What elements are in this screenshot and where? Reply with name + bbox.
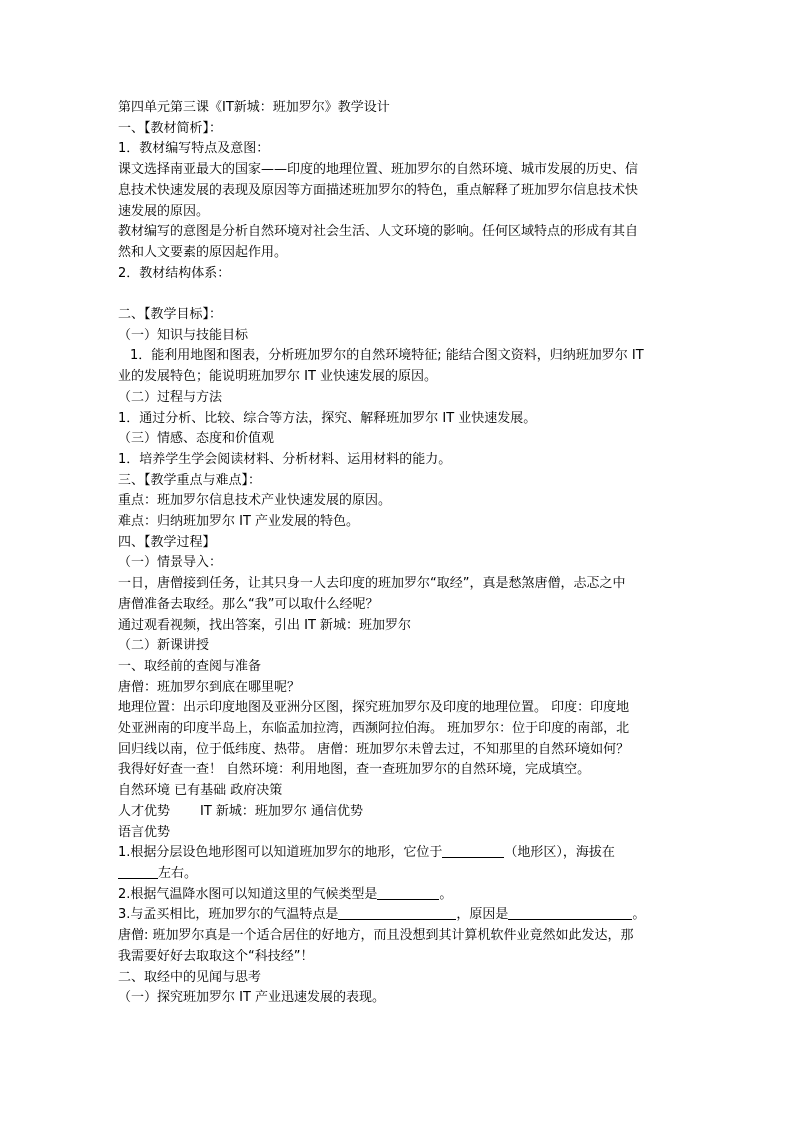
document-title: 第四单元第三课《IT新城：班加罗尔》教学设计 <box>118 100 390 115</box>
diagram-text-line: 语言优势 <box>118 824 171 840</box>
question-line: 1.根据分层设色地形图可以知道班加罗尔的地形，它位于 （地形区），海拔在 <box>118 845 615 861</box>
paragraph-line: 1．培养学生学会阅读材料、分析材料、运用材料的能力。 <box>118 451 452 467</box>
paragraph-line: 我需要好好去取取这个“科技经”！ <box>118 948 314 964</box>
paragraph-line: 唐僧准备去取经。那么“我”可以取什么经呢？ <box>118 596 379 612</box>
section-heading: 四、【教学过程】 <box>118 534 216 550</box>
paragraph-line: 息技术快速发展的表现及原因等方面描述班加罗尔的特色，重点解释了班加罗尔信息技术快 <box>118 182 639 198</box>
paragraph-line: 1．通过分析、比较、综合等方法，探究、解释班加罗尔 IT 业快速发展。 <box>118 410 537 426</box>
answer-blank <box>442 843 504 858</box>
answer-blank <box>377 885 439 900</box>
paragraph-line: 速发展的原因。 <box>118 203 210 219</box>
paragraph-line: 处亚洲南的印度半岛上，东临孟加拉湾，西濒阿拉伯海。 班加罗尔：位于印度的南部，北 <box>118 721 630 737</box>
subsection-heading: （一）知识与技能目标 <box>118 327 249 343</box>
subsection-heading: （一）探究班加罗尔 IT 产业迅速发展的表现。 <box>118 990 386 1006</box>
answer-blank <box>118 864 158 879</box>
paragraph-line: 然和人文要素的原因起作用。 <box>118 244 288 260</box>
document-page <box>118 98 680 1009</box>
subsection-heading: 2．教材结构体系： <box>118 265 231 281</box>
paragraph-line: 唐僧: 班加罗尔真是一个适合居住的好地方，而且没想到其计算机软件业竟然如此发达，那 <box>118 928 634 944</box>
paragraph-line: 回归线以南，位于低纬度、热带。 唐僧：班加罗尔未曾去过，不知那里的自然环境如何？ <box>118 741 630 757</box>
paragraph-line: 地理位置：出示印度地图及亚洲分区图，探究班加罗尔及印度的地理位置。 印度：印度地 <box>118 700 630 716</box>
paragraph-line: 1．能利用地图和图表，分析班加罗尔的自然环境特征; 能结合图文资料，归纳班加罗尔 IT <box>130 348 644 364</box>
paragraph-line: 业的发展特色；能说明班加罗尔 IT 业快速发展的原因。 <box>118 369 438 385</box>
paragraph-line: 唐僧：班加罗尔到底在哪里呢？ <box>118 679 301 695</box>
answer-blank <box>508 905 632 920</box>
diagram-text-line: 自然环境 已有基础 政府决策 <box>118 783 283 799</box>
diagram-label: IT 新城：班加罗尔 通信优势 <box>200 803 364 819</box>
diagram-text-line <box>118 802 680 823</box>
subsection-heading: （一）情景导入： <box>118 555 223 571</box>
section-heading: 二、取经中的见闻与思考 <box>118 969 262 985</box>
paragraph-line: 难点：归纳班加罗尔 IT 产业发展的特色。 <box>118 514 360 530</box>
answer-blank <box>338 905 456 920</box>
section-heading: 三、【教学重点与难点】： <box>118 472 262 488</box>
paragraph-line: 通过观看视频，找出答案，引出 IT 新城：班加罗尔 <box>118 617 412 633</box>
paragraph-line: 我得好好查一查！ 自然环境：利用地图，查一查班加罗尔的自然环境，完成填空。 <box>118 762 591 778</box>
subsection-heading: （二）过程与方法 <box>118 389 223 405</box>
paragraph-line: 重点：班加罗尔信息技术产业快速发展的原因。 <box>118 493 392 509</box>
paragraph-line: 课文选择南亚最大的国家——印度的地理位置、班加罗尔的自然环境、城市发展的历史、信 <box>118 162 639 178</box>
section-heading: 一、【教材简析】： <box>118 120 223 136</box>
blank-line <box>118 284 680 305</box>
subsection-heading: （二）新课讲授 <box>118 638 210 654</box>
question-line: 2.根据气温降水图可以知道这里的气候类型是 。 <box>118 886 453 902</box>
paragraph-line: 教材编写的意图是分析自然环境对社会生活、人文环境的影响。任何区域特点的形成有其自 <box>118 224 639 240</box>
diagram-label: 人才优势 <box>118 803 171 819</box>
question-line: 左右。 <box>118 864 680 885</box>
subsection-heading: 1．教材编写特点及意图： <box>118 141 270 157</box>
section-heading: 二、【教学目标】： <box>118 307 223 323</box>
paragraph-line: 一日，唐僧接到任务，让其只身一人去印度的班加罗尔“取经”，真是愁煞唐僧，忐忑之中 <box>118 576 626 592</box>
subsection-heading: 一、取经前的查阅与准备 <box>118 658 262 674</box>
subsection-heading: （三）情感、态度和价值观 <box>118 431 275 447</box>
question-line: 3.与孟买相比，班加罗尔的气温特点是 ，原因是 。 <box>118 907 646 923</box>
